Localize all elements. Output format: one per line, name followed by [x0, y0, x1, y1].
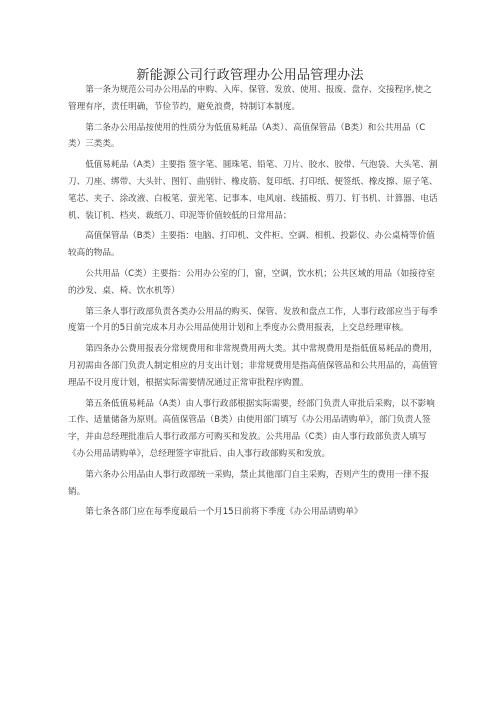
paragraph-category-b: 高值保管品（B类）主要指：电脑、打印机、文件柜、空调、相机、投影仪、办公桌椅等价值较高的物品。 [68, 231, 435, 259]
paragraph-article-6: 第六条办公用品由人事行政部统一采购，禁止其他部门自主采购，否则产生的费用一律不报销。 [68, 469, 429, 497]
paragraph-article-2: 第二条办公用品按使用的性质分为低值易耗品（A类）、高值保管品（B类）和公共用品（C类）三类类。 [68, 122, 426, 150]
paragraph-category-a: 低值易耗品（A类）主要指 签字笔、圆珠笔、铅笔、刀片、胶水、胶带、气泡袋、大头笔、割刀、刀座、绑带、大头针、图钉、曲别针、橡皮筋、复印纸、打印纸、便签纸、橡皮擦、原子笔、笔芯、夹子、涂改液、白板笔、萤光笔、记事本、电风扇、线插板、剪刀、钉书机、计算器、电话机、装订机、档夹、裁纸刀、印泥等价值较低的日常用品； [68, 160, 438, 221]
paragraph-article-1: 第一条为规范公司办公用品的申购、入库、保管、发放、使用、报废、盘存、交接程序,使之管理有序，责任明确，节俭节约，避免浪费，特制订本制度。 [68, 85, 432, 112]
document-body [68, 82, 438, 525]
paragraph-article-3: 第三条人事行政部负责各类办公用品的购买、保管、发放和盘点工作，人事行政部应当于每季度第一个月的5日前完成本月办公用品使用计划和上季度办公费用报表，上交总经理审核。 [68, 306, 438, 334]
document-title: 新能源公司行政管理办公用品管理办法 [136, 68, 364, 83]
paragraph-article-4: 第四条办公费用报表分常规费用和非常规费用两大类。其中常规费用是指低值易耗品的费用，月初需由各部门负责人制定相应的月支出计划；非常规费用是指高值保管品和公共用品的，高值管理品不设月度计划，根据实际需要情况通过正常审批程序购置。 [68, 344, 438, 388]
paragraph-article-7: 第七条各部门应在每季度最后一个月15日前将下季度《办公用品请购单》 [85, 507, 363, 518]
paragraph-category-c: 公共用品（C类）主要指：公用办公室的门，窗，空调，饮水机；公共区域的用品（如接待室的沙发、桌、椅、饮水机等） [68, 268, 435, 296]
paragraph-article-5: 第五条低值易耗品（A类）由人事行政部根据实际需要，经部门负责人审批后采购，以不影响工作、适量储备为原则。高值保管品（B类）由使用部门填写《办公用品请购单》，部门负责人签字，并由总经理批准后人事行政部方可购买和发放。公共用品（C类）由人事行政部负责人填写《办公用品请购单》，总经理签字审批后、由人事行政部购买和发放。 [68, 398, 435, 459]
